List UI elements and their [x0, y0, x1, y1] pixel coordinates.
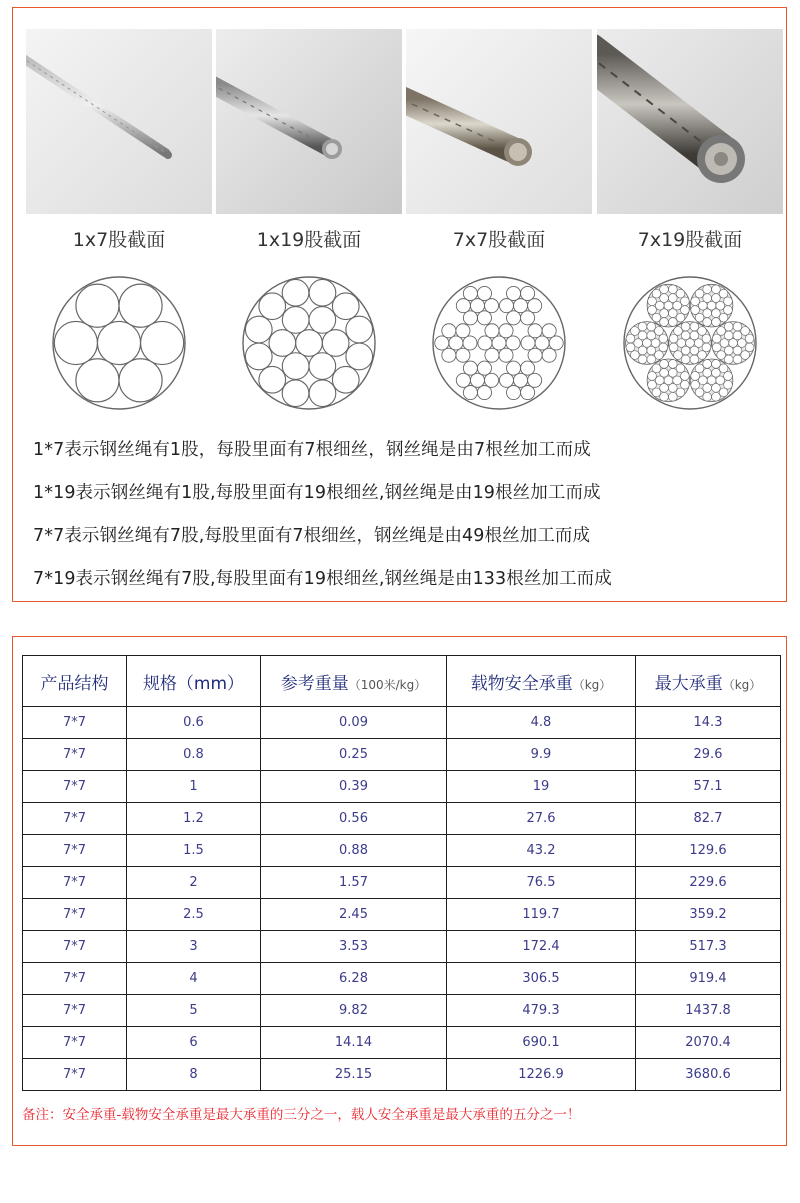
- cell-weight: 2.45: [261, 899, 447, 931]
- cell-spec: 1: [127, 771, 261, 803]
- cell-spec: 5: [127, 995, 261, 1027]
- cell-safe-load: 690.1: [447, 1027, 636, 1059]
- cell-structure: 7*7: [23, 995, 127, 1027]
- table-row: [23, 995, 781, 1027]
- table-header-row: [23, 656, 781, 707]
- table-row: [23, 803, 781, 835]
- cell-structure: 7*7: [23, 835, 127, 867]
- cell-max-load: 919.4: [636, 963, 781, 995]
- cell-weight: 0.88: [261, 835, 447, 867]
- cell-weight: 0.39: [261, 771, 447, 803]
- cell-structure: 7*7: [23, 963, 127, 995]
- cell-max-load: 229.6: [636, 867, 781, 899]
- cross-section-7x7: [406, 270, 592, 415]
- caption-7x7: 7x7股截面: [452, 229, 546, 251]
- cell-safe-load: 306.5: [447, 963, 636, 995]
- cell-weight: 1.57: [261, 867, 447, 899]
- photo-1x19-cable: [216, 29, 402, 214]
- cell-structure: 7*7: [23, 1059, 127, 1091]
- photo-1x7-cable: [26, 29, 212, 214]
- cell-structure: 7*7: [23, 739, 127, 771]
- cell-safe-load: 27.6: [447, 803, 636, 835]
- cell-max-load: 57.1: [636, 771, 781, 803]
- table-row: [23, 771, 781, 803]
- cell-spec: 1.2: [127, 803, 261, 835]
- caption-7x19: 7x19股截面: [637, 229, 743, 251]
- cell-safe-load: 9.9: [447, 739, 636, 771]
- cell-safe-load: 172.4: [447, 931, 636, 963]
- cell-safe-load: 119.7: [447, 899, 636, 931]
- header-structure: 产品结构: [23, 656, 127, 707]
- photo-7x7-cable: [406, 29, 592, 214]
- caption-1x7: 1x7股截面: [72, 229, 166, 251]
- safety-note: 备注：安全承重-载物安全承重是最大承重的三分之一，载人安全承重是最大承重的五分之一！: [22, 1107, 581, 1123]
- cell-safe-load: 1226.9: [447, 1059, 636, 1091]
- cross-section-1x19: [216, 270, 402, 415]
- cell-weight: 3.53: [261, 931, 447, 963]
- table-row: [23, 867, 781, 899]
- cell-weight: 0.25: [261, 739, 447, 771]
- cell-spec: 0.8: [127, 739, 261, 771]
- description-7x19: 7*19表示钢丝绳有7股,每股里面有19根细丝,钢丝绳是由133根丝加工而成: [33, 569, 612, 589]
- header-safe-load: 载物安全承重（kg）: [447, 656, 636, 707]
- cell-spec: 8: [127, 1059, 261, 1091]
- table-row: [23, 835, 781, 867]
- cell-weight: 0.09: [261, 707, 447, 739]
- cell-weight: 9.82: [261, 995, 447, 1027]
- cell-max-load: 2070.4: [636, 1027, 781, 1059]
- header-weight: 参考重量（100米/kg）: [261, 656, 447, 707]
- cell-spec: 0.6: [127, 707, 261, 739]
- cell-weight: 0.56: [261, 803, 447, 835]
- cell-safe-load: 43.2: [447, 835, 636, 867]
- cell-safe-load: 76.5: [447, 867, 636, 899]
- cell-structure: 7*7: [23, 1027, 127, 1059]
- header-max-load: 最大承重（kg）: [636, 656, 781, 707]
- description-7x7: 7*7表示钢丝绳有7股,每股里面有7根细丝，钢丝绳是由49根丝加工而成: [33, 526, 591, 546]
- cell-spec: 2: [127, 867, 261, 899]
- cell-structure: 7*7: [23, 771, 127, 803]
- table-row: [23, 963, 781, 995]
- table-row: [23, 739, 781, 771]
- cell-weight: 6.28: [261, 963, 447, 995]
- table-row: [23, 899, 781, 931]
- strand-comparison-panel: [12, 7, 787, 602]
- cell-spec: 2.5: [127, 899, 261, 931]
- cell-spec: 6: [127, 1027, 261, 1059]
- description-1x7: 1*7表示钢丝绳有1股，每股里面有7根细丝，钢丝绳是由7根丝加工而成: [33, 440, 591, 460]
- cell-spec: 4: [127, 963, 261, 995]
- photo-7x19-cable: [597, 29, 783, 214]
- cell-max-load: 1437.8: [636, 995, 781, 1027]
- cell-max-load: 14.3: [636, 707, 781, 739]
- table-row: [23, 1059, 781, 1091]
- cell-structure: 7*7: [23, 867, 127, 899]
- caption-1x19: 1x19股截面: [256, 229, 362, 251]
- table-row: [23, 1027, 781, 1059]
- table-row: [23, 931, 781, 963]
- cell-spec: 3: [127, 931, 261, 963]
- cell-structure: 7*7: [23, 707, 127, 739]
- cell-spec: 1.5: [127, 835, 261, 867]
- cell-max-load: 517.3: [636, 931, 781, 963]
- cell-structure: 7*7: [23, 931, 127, 963]
- cell-max-load: 3680.6: [636, 1059, 781, 1091]
- cell-max-load: 82.7: [636, 803, 781, 835]
- cross-section-1x7: [26, 270, 212, 415]
- cell-weight: 14.14: [261, 1027, 447, 1059]
- spec-table: [22, 655, 781, 1091]
- cell-structure: 7*7: [23, 803, 127, 835]
- cell-safe-load: 479.3: [447, 995, 636, 1027]
- header-spec: 规格（mm）: [127, 656, 261, 707]
- table-row: [23, 707, 781, 739]
- cell-safe-load: 4.8: [447, 707, 636, 739]
- spec-table-panel: [12, 636, 787, 1146]
- description-1x19: 1*19表示钢丝绳有1股,每股里面有19根细丝,钢丝绳是由19根丝加工而成: [33, 483, 601, 503]
- cross-section-7x19: [597, 270, 783, 415]
- cell-max-load: 359.2: [636, 899, 781, 931]
- cell-structure: 7*7: [23, 899, 127, 931]
- cell-max-load: 129.6: [636, 835, 781, 867]
- cell-weight: 25.15: [261, 1059, 447, 1091]
- cell-safe-load: 19: [447, 771, 636, 803]
- cell-max-load: 29.6: [636, 739, 781, 771]
